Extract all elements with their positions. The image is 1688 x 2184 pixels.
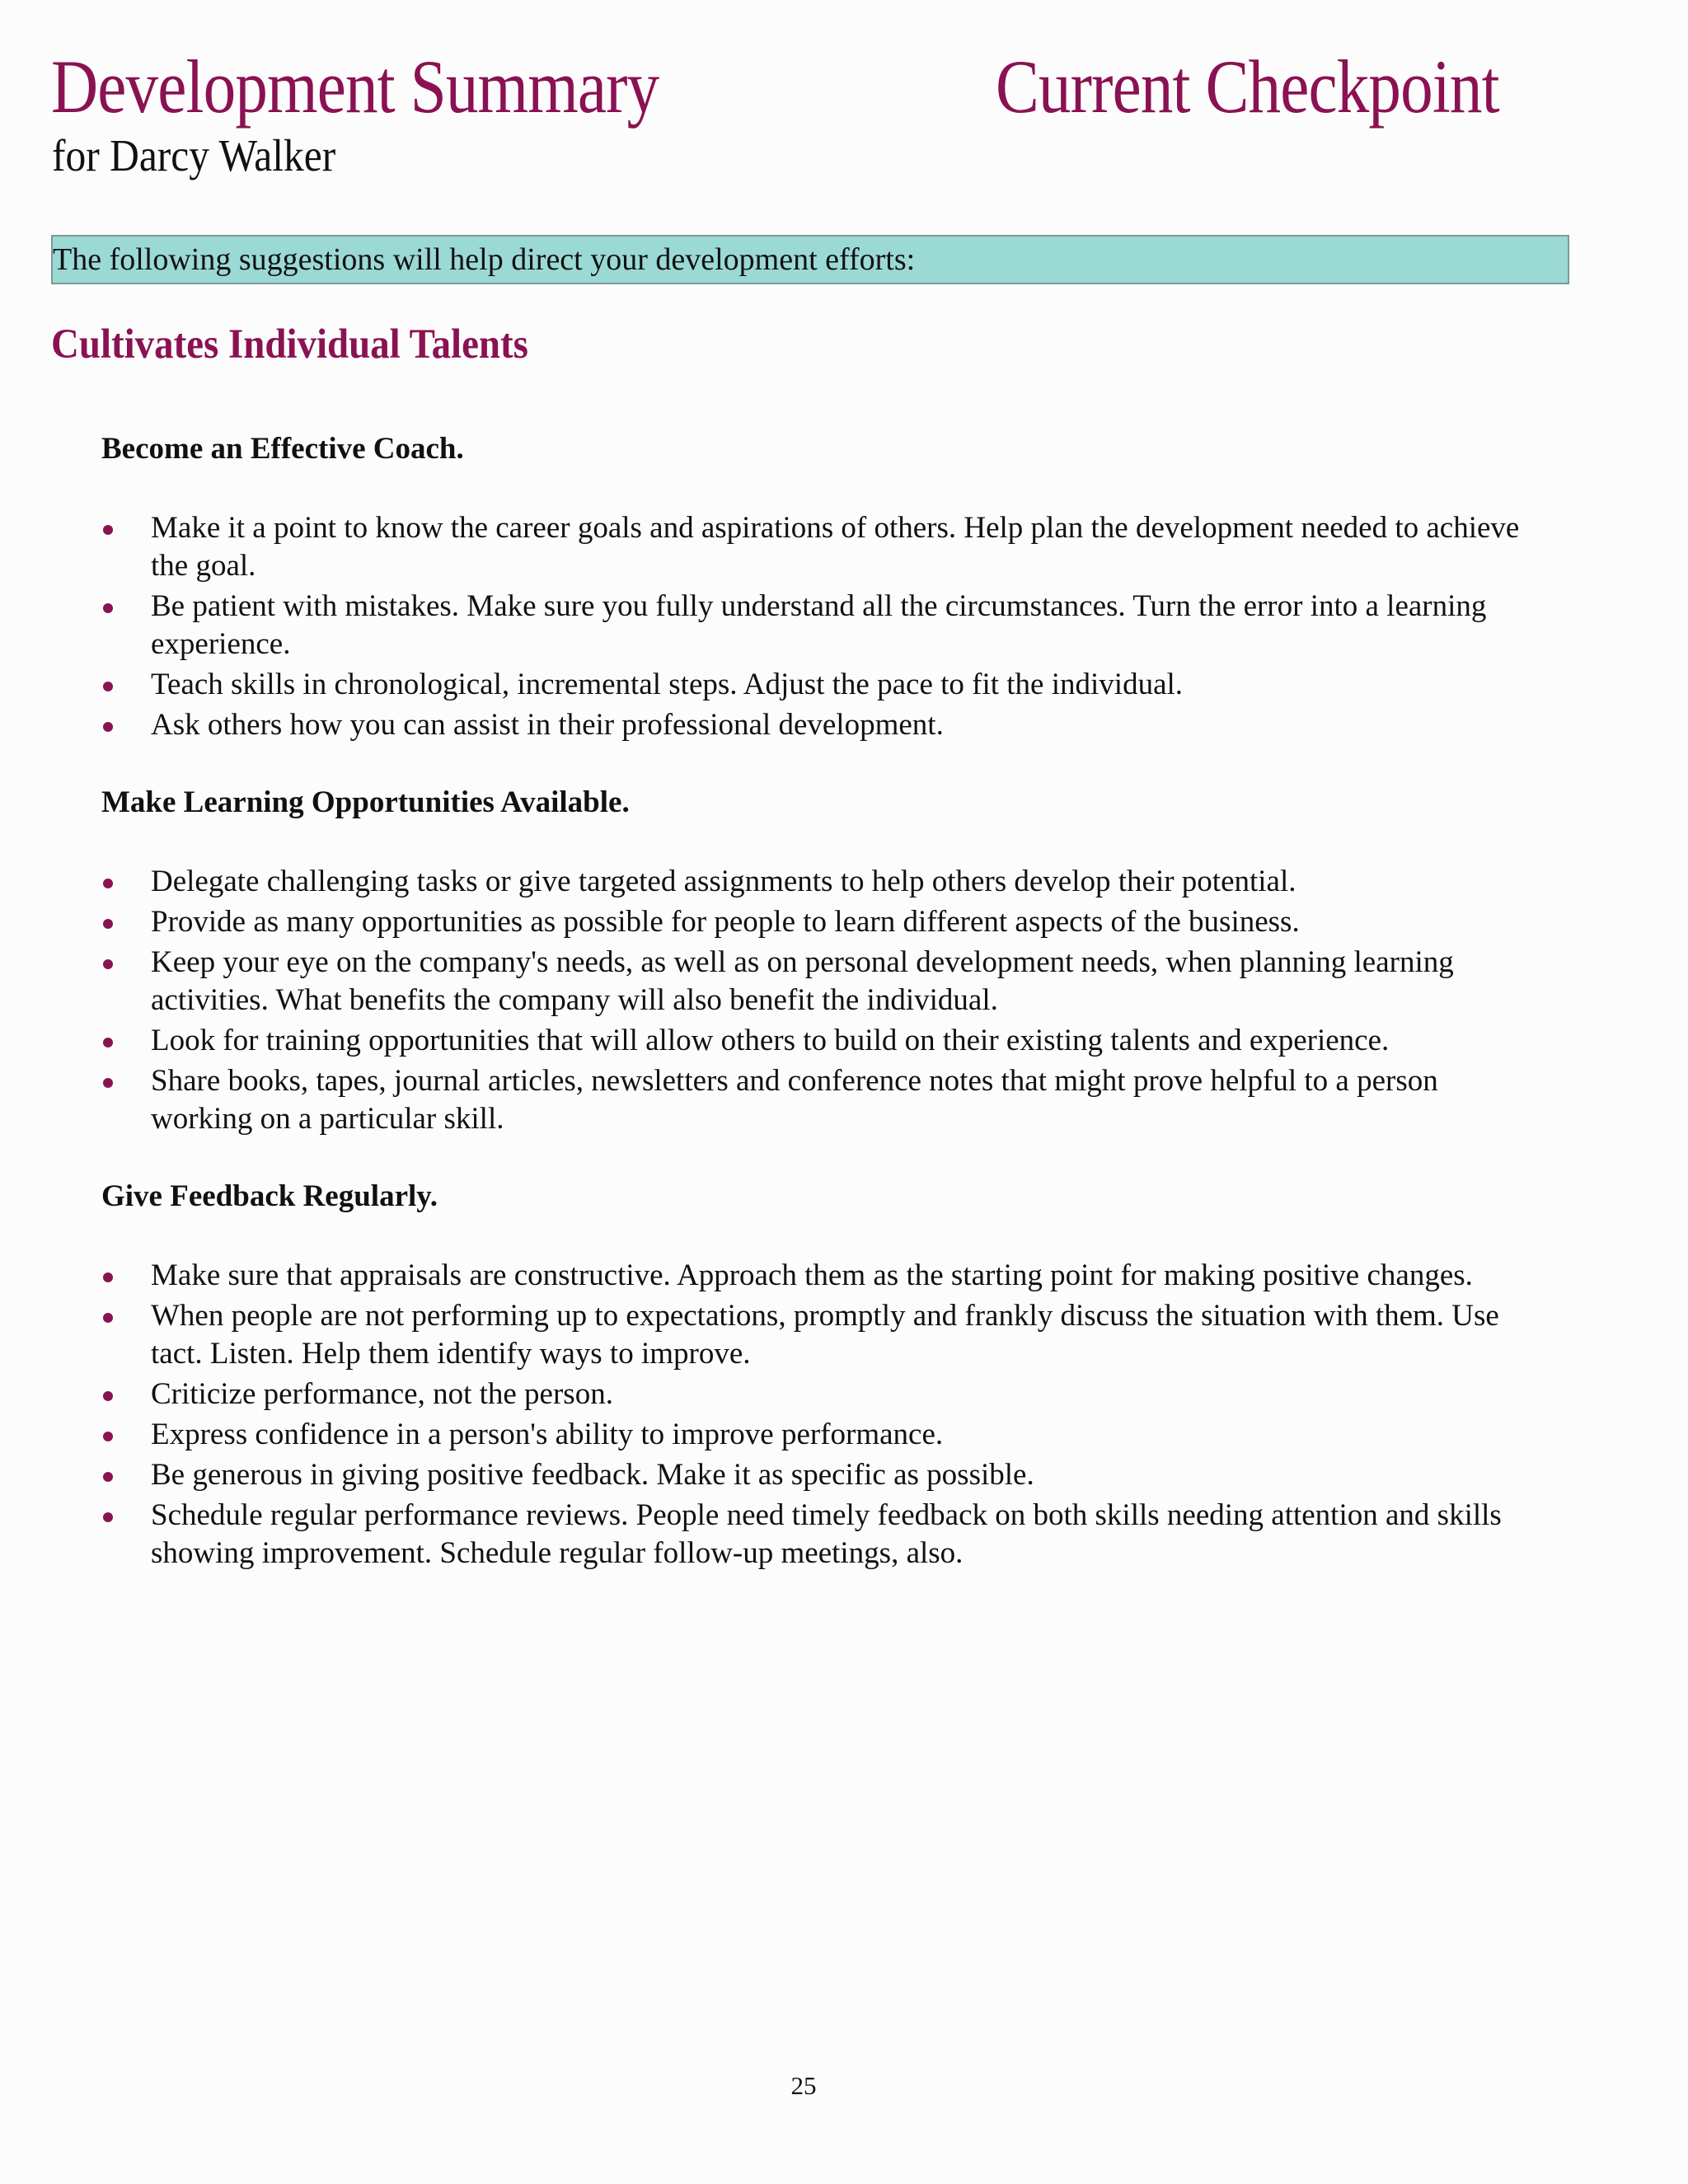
group-heading: Give Feedback Regularly. xyxy=(101,1179,438,1213)
list-item xyxy=(101,509,1536,585)
bullet-list xyxy=(101,1257,1536,1572)
bullet-list xyxy=(101,863,1536,1138)
list-item xyxy=(101,1376,1536,1413)
list-item xyxy=(101,588,1536,663)
checkpoint-title: Current Checkpoint xyxy=(996,45,1499,129)
list-item-text: Share books, tapes, journal articles, newsletters and conference notes that might prove helpful to a person working on a particular skill. xyxy=(151,1064,1438,1136)
list-item-text: Schedule regular performance reviews. People need timely feedback on both skills needing attention and skills showing improvement. Schedule regular follow-up meetings, also. xyxy=(151,1498,1502,1570)
bullet-icon xyxy=(103,1512,113,1522)
list-item-text: Criticize performance, not the person. xyxy=(151,1377,613,1411)
list-item-text: Express confidence in a person's ability to improve performance. xyxy=(151,1418,944,1451)
bullet-icon xyxy=(103,1432,113,1441)
suggestion-group xyxy=(101,1176,1536,1572)
list-item xyxy=(101,1022,1536,1060)
list-item xyxy=(101,1456,1536,1494)
list-item xyxy=(101,1416,1536,1454)
list-item-text: Make it a point to know the career goals and aspirations of others. Help plan the development needed to achieve the goal. xyxy=(151,511,1520,583)
suggestions-content xyxy=(101,429,1536,1610)
list-item xyxy=(101,903,1536,941)
page-title: Development Summary xyxy=(51,45,659,129)
list-item-text: Teach skills in chronological, incremental steps. Adjust the pace to fit the individual. xyxy=(151,668,1184,701)
bullet-icon xyxy=(103,1038,113,1047)
list-item-text: When people are not performing up to expectations, promptly and frankly discuss the situation with them. Use tact. Listen. Help them identify ways to improve. xyxy=(151,1299,1499,1371)
group-heading: Become an Effective Coach. xyxy=(101,432,464,466)
section-title: Cultivates Individual Talents xyxy=(51,321,528,368)
bullet-icon xyxy=(103,919,113,929)
list-item-text: Make sure that appraisals are constructive. Approach them as the starting point for making positive changes. xyxy=(151,1258,1473,1292)
bullet-icon xyxy=(103,1391,113,1401)
bullet-icon xyxy=(103,1313,113,1323)
list-item-text: Keep your eye on the company's needs, as well as on personal development needs, when planning learning activities. What benefits the company will also benefit the individual. xyxy=(151,945,1454,1017)
list-item xyxy=(101,706,1536,744)
list-item-text: Be generous in giving positive feedback. Make it as specific as possible. xyxy=(151,1458,1034,1492)
suggestion-group xyxy=(101,429,1536,744)
bullet-icon xyxy=(103,879,113,888)
bullet-icon xyxy=(103,722,113,732)
list-item xyxy=(101,944,1536,1019)
bullet-icon xyxy=(103,603,113,613)
list-item xyxy=(101,666,1536,704)
page-number: 25 xyxy=(790,2071,817,2100)
bullet-icon xyxy=(103,1272,113,1282)
bullet-list xyxy=(101,509,1536,744)
participant-name: for Darcy Walker xyxy=(52,130,336,180)
list-item xyxy=(101,1062,1536,1138)
suggestion-group xyxy=(101,782,1536,1138)
list-item-text: Provide as many opportunities as possible for people to learn different aspects of the business. xyxy=(151,905,1300,939)
instruction-banner: The following suggestions will help direct your development efforts: xyxy=(51,235,1569,284)
group-heading: Make Learning Opportunities Available. xyxy=(101,785,630,819)
list-item-text: Be patient with mistakes. Make sure you fully understand all the circumstances. Turn the error into a learning experience. xyxy=(151,589,1487,661)
bullet-icon xyxy=(103,1078,113,1088)
list-item xyxy=(101,1257,1536,1295)
list-item xyxy=(101,863,1536,901)
list-item-text: Look for training opportunities that will allow others to build on their existing talents and experience. xyxy=(151,1024,1390,1057)
list-item xyxy=(101,1497,1536,1572)
bullet-icon xyxy=(103,525,113,535)
list-item-text: Delegate challenging tasks or give targeted assignments to help others develop their potential. xyxy=(151,865,1296,898)
bullet-icon xyxy=(103,1472,113,1482)
list-item xyxy=(101,1297,1536,1373)
list-item-text: Ask others how you can assist in their professional development. xyxy=(151,708,944,742)
bullet-icon xyxy=(103,682,113,691)
bullet-icon xyxy=(103,959,113,969)
